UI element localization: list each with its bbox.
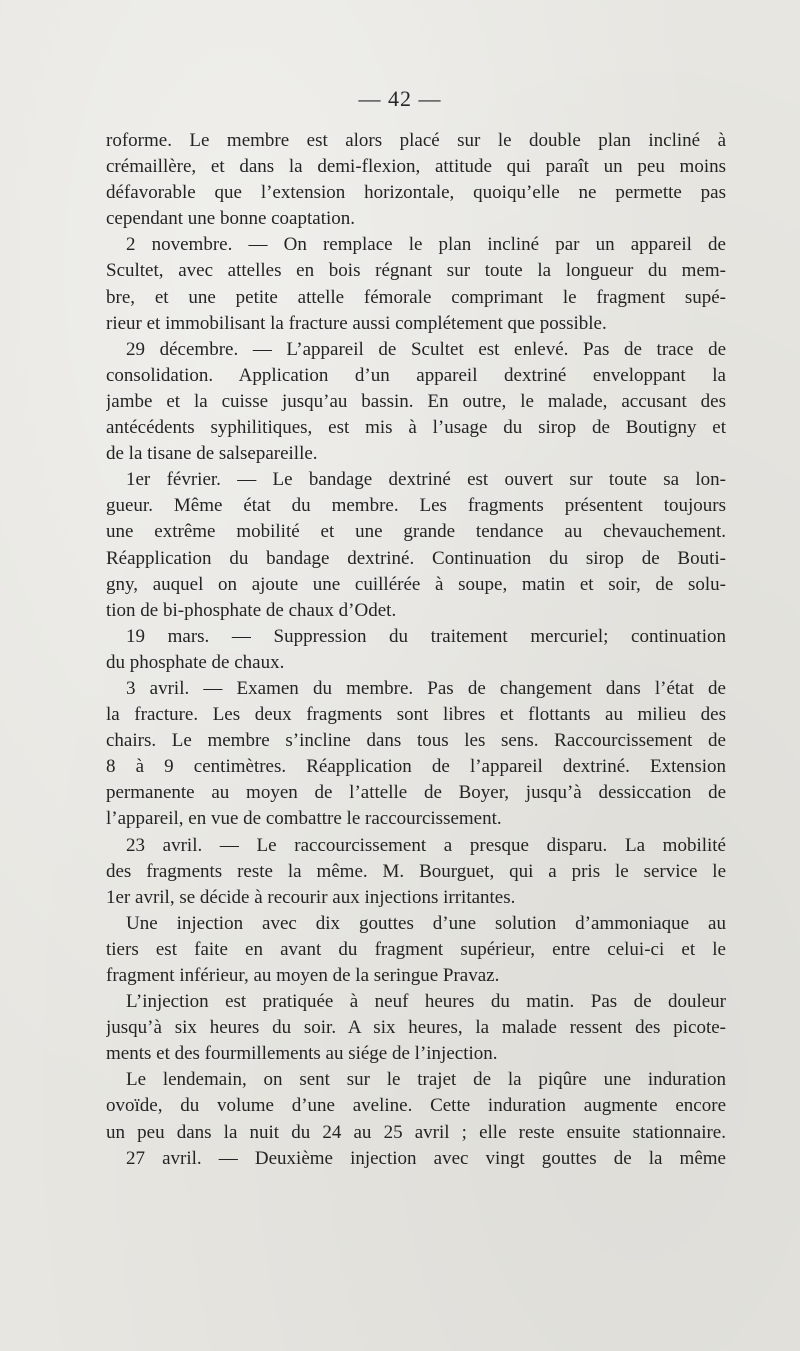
text-line: Le lendemain, on sent sur le trajet de la piqûre une induration xyxy=(126,1069,726,1091)
body-text xyxy=(106,128,726,1172)
text-line: des fragments reste la même. M. Bourguet, qui a pris le service le xyxy=(106,860,726,882)
text-line: 23 avril. — Le raccourcissement a presque disparu. La mobilité xyxy=(126,834,726,856)
text-line: gueur. Même état du membre. Les fragments présentent toujours xyxy=(106,495,726,517)
text-line: permanente au moyen de l’attelle de Boyer, jusqu’à dessiccation de xyxy=(106,782,726,804)
text-line: 1er avril, se décide à recourir aux injections irritantes. xyxy=(106,886,516,908)
page-number: — 42 — xyxy=(358,86,442,111)
text-line: Réapplication du bandage dextriné. Continuation du sirop de Bouti- xyxy=(106,547,726,569)
text-line: 3 avril. — Examen du membre. Pas de changement dans l’état de xyxy=(126,677,726,699)
text-line: un peu dans la nuit du 24 au 25 avril ; elle reste ensuite stationnaire. xyxy=(106,1121,726,1143)
text-line: ments et des fourmillements au siége de l’injection. xyxy=(106,1043,498,1065)
text-line: 27 avril. — Deuxième injection avec vingt gouttes de la même xyxy=(126,1147,726,1169)
text-line: fragment inférieur, au moyen de la seringue Pravaz. xyxy=(106,965,500,986)
text-line: rieur et immobilisant la fracture aussi complétement que possible. xyxy=(106,312,607,334)
text-line: 1er février. — Le bandage dextriné est ouvert sur toute sa lon- xyxy=(126,469,726,491)
text-line: tion de bi-phosphate de chaux d’Odet. xyxy=(106,599,397,621)
text-line: 8 à 9 centimètres. Réapplication de l’appareil dextriné. Extension xyxy=(106,756,726,778)
text-line: L’injection est pratiquée à neuf heures du matin. Pas de douleur xyxy=(126,991,726,1013)
text-line: 19 mars. — Suppression du traitement mercuriel; continuation xyxy=(126,625,726,647)
text-line: l’appareil, en vue de combattre le raccourcissement. xyxy=(106,808,502,830)
text-line: de la tisane de salsepareille. xyxy=(106,443,318,465)
text-line: chairs. Le membre s’incline dans tous les sens. Raccourcissement de xyxy=(106,730,726,752)
text-line: 2 novembre. — On remplace le plan incliné par un appareil de xyxy=(126,234,726,256)
text-line: Une injection avec dix gouttes d’une solution d’ammoniaque au xyxy=(126,912,726,934)
text-line: Scultet, avec attelles en bois régnant sur toute la longueur du mem- xyxy=(106,260,726,282)
text-line: jambe et la cuisse jusqu’au bassin. En outre, le malade, accusant des xyxy=(106,390,726,412)
text-line: crémaillère, et dans la demi-flexion, attitude qui paraît un peu moins xyxy=(106,156,726,178)
text-line: ovoïde, du volume d’une aveline. Cette induration augmente encore xyxy=(106,1095,726,1117)
text-line: une extrême mobilité et une grande tendance au chevauchement. xyxy=(106,521,726,543)
text-line: roforme. Le membre est alors placé sur le double plan incliné à xyxy=(106,130,726,151)
text-line: tiers est faite en avant du fragment supérieur, entre celui-ci et le xyxy=(106,938,726,960)
text-line: la fracture. Les deux fragments sont libres et flottants au milieu des xyxy=(106,704,726,726)
text-line: cependant une bonne coaptation. xyxy=(106,208,356,230)
text-line: gny, auquel on ajoute une cuillérée à soupe, matin et soir, de solu- xyxy=(106,573,726,595)
text-line: antécédents syphilitiques, est mis à l’usage du sirop de Boutigny et xyxy=(106,417,726,439)
text-line: consolidation. Application d’un appareil dextriné enveloppant la xyxy=(106,364,726,386)
text-line: 29 décembre. — L’appareil de Scultet est enlevé. Pas de trace de xyxy=(126,338,726,360)
text-line: bre, et une petite attelle fémorale comprimant le fragment supé- xyxy=(106,286,726,308)
text-line: du phosphate de chaux. xyxy=(106,651,285,673)
text-line: jusqu’à six heures du soir. A six heures, la malade ressent des picote- xyxy=(106,1017,726,1039)
text-line: défavorable que l’extension horizontale, quoiqu’elle ne permette pas xyxy=(106,182,726,204)
